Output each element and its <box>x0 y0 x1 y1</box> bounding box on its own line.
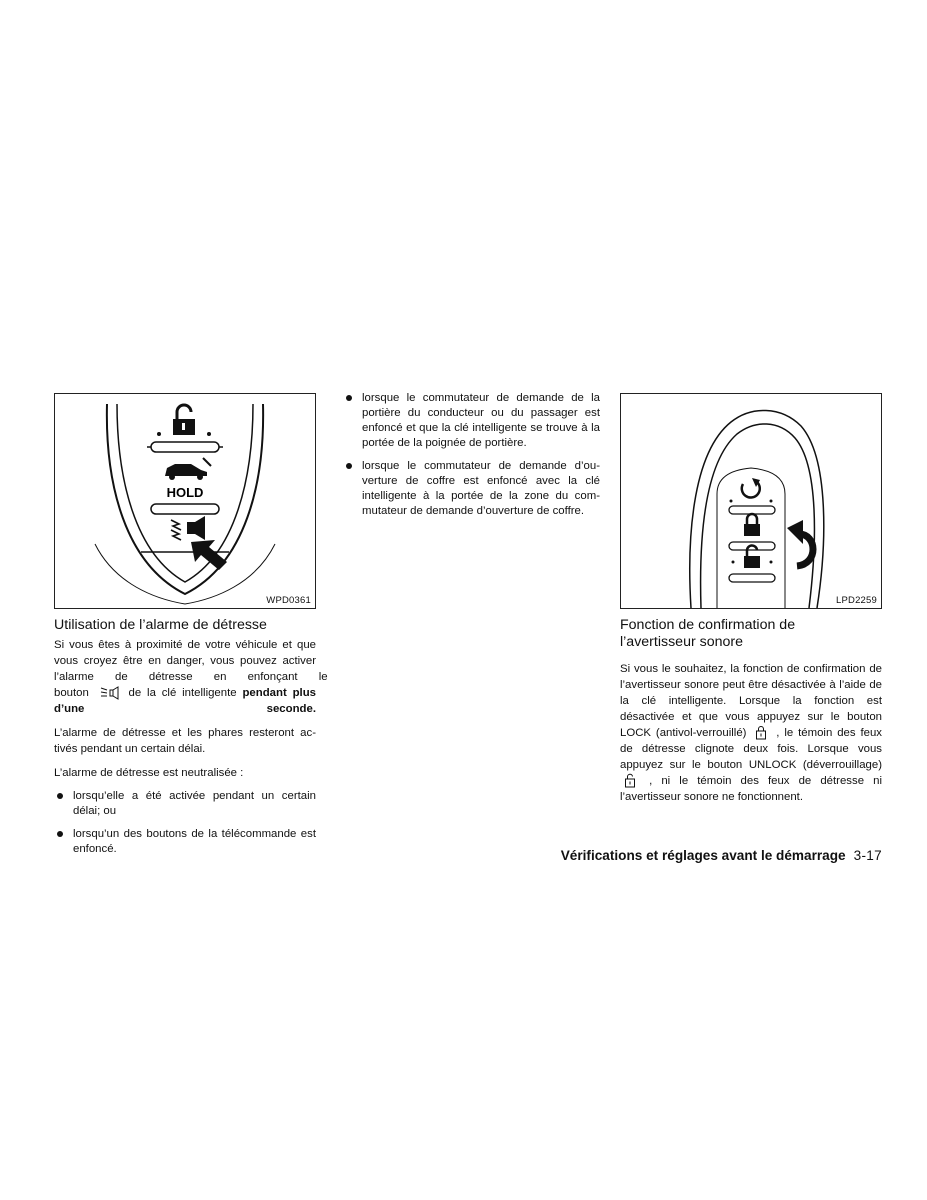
curved-arrow-icon <box>787 520 813 566</box>
section-heading: Fonction de confirmation de l’avertisseur sonore <box>620 617 796 650</box>
intelligent-key-illustration <box>621 394 881 608</box>
horn-confirmation-paragraph: Si vous le souhaitez, la fonction de confirmation de l’avertisseur sonore peut être désactivée à l’aide de la clé intelligente. Lorsque la fonction est désactivée et que vous appuyez sur le bouton LOCK (antivol-verrouillé) , le témoin des feux de détresse clignote deux fois. Lorsque vous appuyez sur le bouton UNLOCK (déverrouillage) , ni le témoin des feux de détresse ni l’avertisseur sonore ne fonctionnent. <box>620 663 882 803</box>
footer-section-title: Vérifications et réglages avant le démarrage <box>560 848 846 863</box>
figure-code: WPD0361 <box>266 595 311 606</box>
page-number: 3-17 <box>853 848 882 863</box>
list-item: lorsque le commutateur de demande d’ou-verture de coffre est enfoncé avec la clé intelligente à la portée de la zone du com-mutateur de demande d’ouverture de coffre. <box>343 459 600 519</box>
deactivation-list <box>54 789 316 857</box>
unlock-icon <box>624 773 636 788</box>
unlock-icon <box>744 545 760 568</box>
figure-panic-button <box>54 393 316 609</box>
page-footer <box>520 848 882 863</box>
figure-code: LPD2259 <box>835 595 877 606</box>
panic-alarm-paragraph: Si vous êtes à proximité de votre véhicule et que vous croyez être en danger, vous pouvez activer l’alarme de détresse en enfonçant le bouton de la clé intelligente pendant plus d’une seconde. <box>54 639 328 715</box>
panic-horn-icon <box>99 686 119 700</box>
middle-column <box>343 391 600 527</box>
list-item: lorsqu’un des boutons de la télécommande est enfoncé. <box>54 827 316 857</box>
key-fob-illustration <box>55 394 315 608</box>
left-column <box>54 393 328 865</box>
remote-start-icon <box>742 478 760 498</box>
figure-horn-confirmation <box>620 393 882 609</box>
right-column <box>620 393 882 813</box>
lock-icon <box>755 725 767 740</box>
lock-icon <box>744 514 760 536</box>
unlock-icon <box>173 405 195 435</box>
list-item: lorsque le commutateur de demande de la portière du conducteur ou du passager est enfoncé et que la clé intelligente se trouve à la portée de la poignée de portière. <box>343 391 600 451</box>
section-heading: Utilisation de l’alarme de détresse <box>54 617 267 633</box>
trunk-car-icon <box>165 458 211 480</box>
hold-label: HOLD <box>166 485 204 500</box>
deactivation-intro: L’alarme de détresse est neutralisée : <box>54 767 244 779</box>
panic-horn-icon <box>171 516 205 540</box>
request-switch-list <box>343 391 600 519</box>
list-item: lorsqu’elle a été activée pendant un certain délai; ou <box>54 789 316 819</box>
lights-paragraph: L’alarme de détresse et les phares resteront ac-tivés pendant un certain délai. <box>54 727 316 755</box>
